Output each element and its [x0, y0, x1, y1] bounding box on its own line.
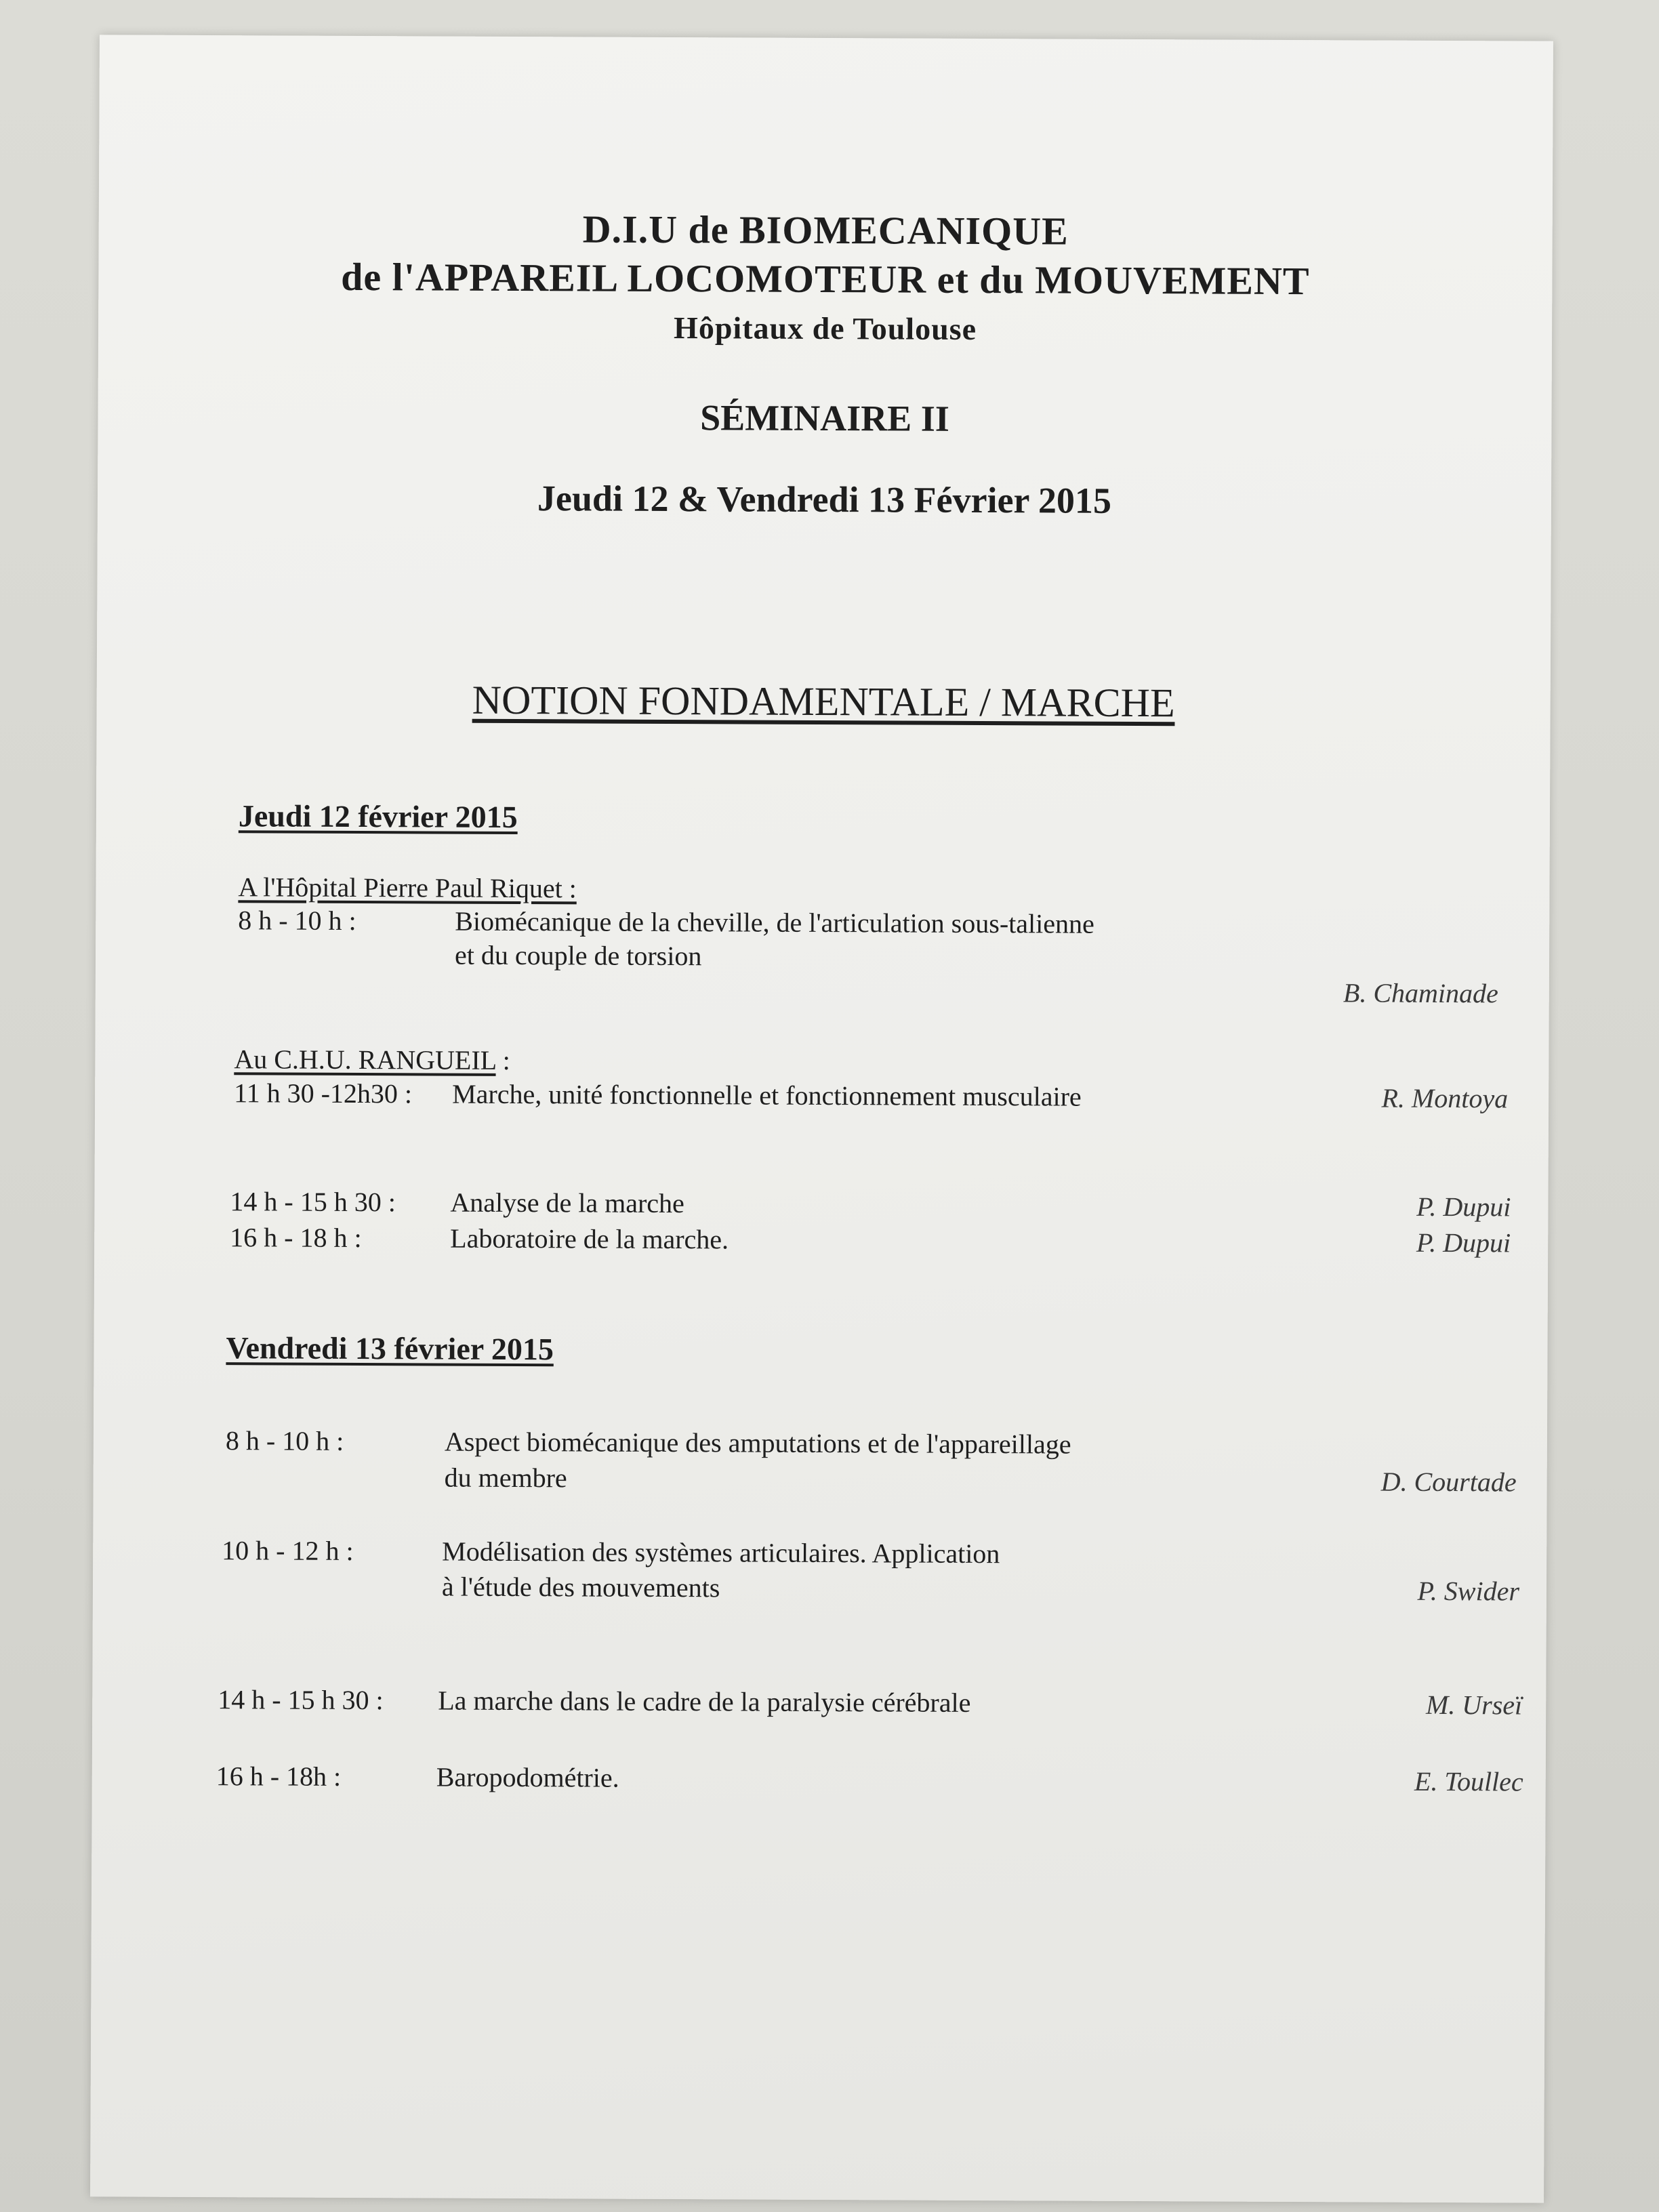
- location-2-suffix: :: [495, 1044, 510, 1076]
- session-time: 11 h 30 -12h30 :: [234, 1078, 413, 1109]
- session-time: 14 h - 15 h 30 :: [230, 1186, 396, 1218]
- location-2-text: Au C.H.U. RANGUEIL: [234, 1044, 496, 1076]
- session-speaker: E. Toullec: [1414, 1765, 1523, 1797]
- session-speaker: P. Swider: [1417, 1575, 1520, 1607]
- session-title: Analyse de la marche: [450, 1187, 684, 1219]
- session-time: 16 h - 18h :: [216, 1761, 342, 1792]
- session-time: 16 h - 18 h :: [230, 1222, 362, 1254]
- session-title: Biomécanique de la cheville, de l'articulation sous-talienne: [455, 905, 1094, 939]
- session-title: Baropodométrie.: [436, 1761, 619, 1793]
- session-title: Modélisation des systèmes articulaires. Application: [442, 1536, 1000, 1570]
- section-title: NOTION FONDAMENTALE / MARCHE: [472, 677, 1175, 726]
- session-time: 10 h - 12 h :: [222, 1535, 354, 1566]
- session-title: Laboratoire de la marche.: [450, 1223, 729, 1255]
- session-speaker: B. Chaminade: [1343, 977, 1498, 1009]
- session-speaker: R. Montoya: [1381, 1082, 1509, 1114]
- session-title: Marche, unité fonctionnelle et fonctionnement musculaire: [452, 1078, 1082, 1112]
- seminar-dates: Jeudi 12 & Vendredi 13 Février 2015: [537, 478, 1112, 521]
- title-line-2: de l'APPAREIL LOCOMOTEUR et du MOUVEMENT: [341, 254, 1310, 304]
- session-speaker: P. Dupui: [1416, 1191, 1511, 1223]
- session-speaker: P. Dupui: [1416, 1227, 1511, 1258]
- session-time: 8 h - 10 h :: [225, 1425, 344, 1456]
- day1-location-1: [238, 871, 577, 904]
- session-speaker: D. Courtade: [1380, 1466, 1517, 1498]
- title-line-3: Hôpitaux de Toulouse: [674, 310, 977, 346]
- seminar-title: SÉMINAIRE II: [700, 397, 949, 439]
- day1-title: Jeudi 12 février 2015: [238, 798, 518, 835]
- session-title: Aspect biomécanique des amputations et de l'appareillage: [444, 1426, 1071, 1460]
- session-title-line2: du membre: [444, 1462, 567, 1494]
- location-1-text: A l'Hôpital Pierre Paul Riquet :: [238, 872, 577, 904]
- session-title: La marche dans le cadre de la paralysie cérébrale: [438, 1685, 971, 1718]
- day1-location-2: [234, 1043, 510, 1076]
- session-time: 8 h - 10 h :: [238, 905, 356, 937]
- session-title-line2: à l'étude des mouvements: [441, 1571, 720, 1603]
- document-page: [90, 35, 1553, 2203]
- session-speaker: M. Urseï: [1425, 1689, 1523, 1721]
- session-time: 14 h - 15 h 30 :: [218, 1684, 384, 1716]
- session-title-line2: et du couple de torsion: [454, 939, 702, 972]
- title-line-1: D.I.U de BIOMECANIQUE: [582, 207, 1069, 253]
- day2-title: Vendredi 13 février 2015: [226, 1330, 554, 1367]
